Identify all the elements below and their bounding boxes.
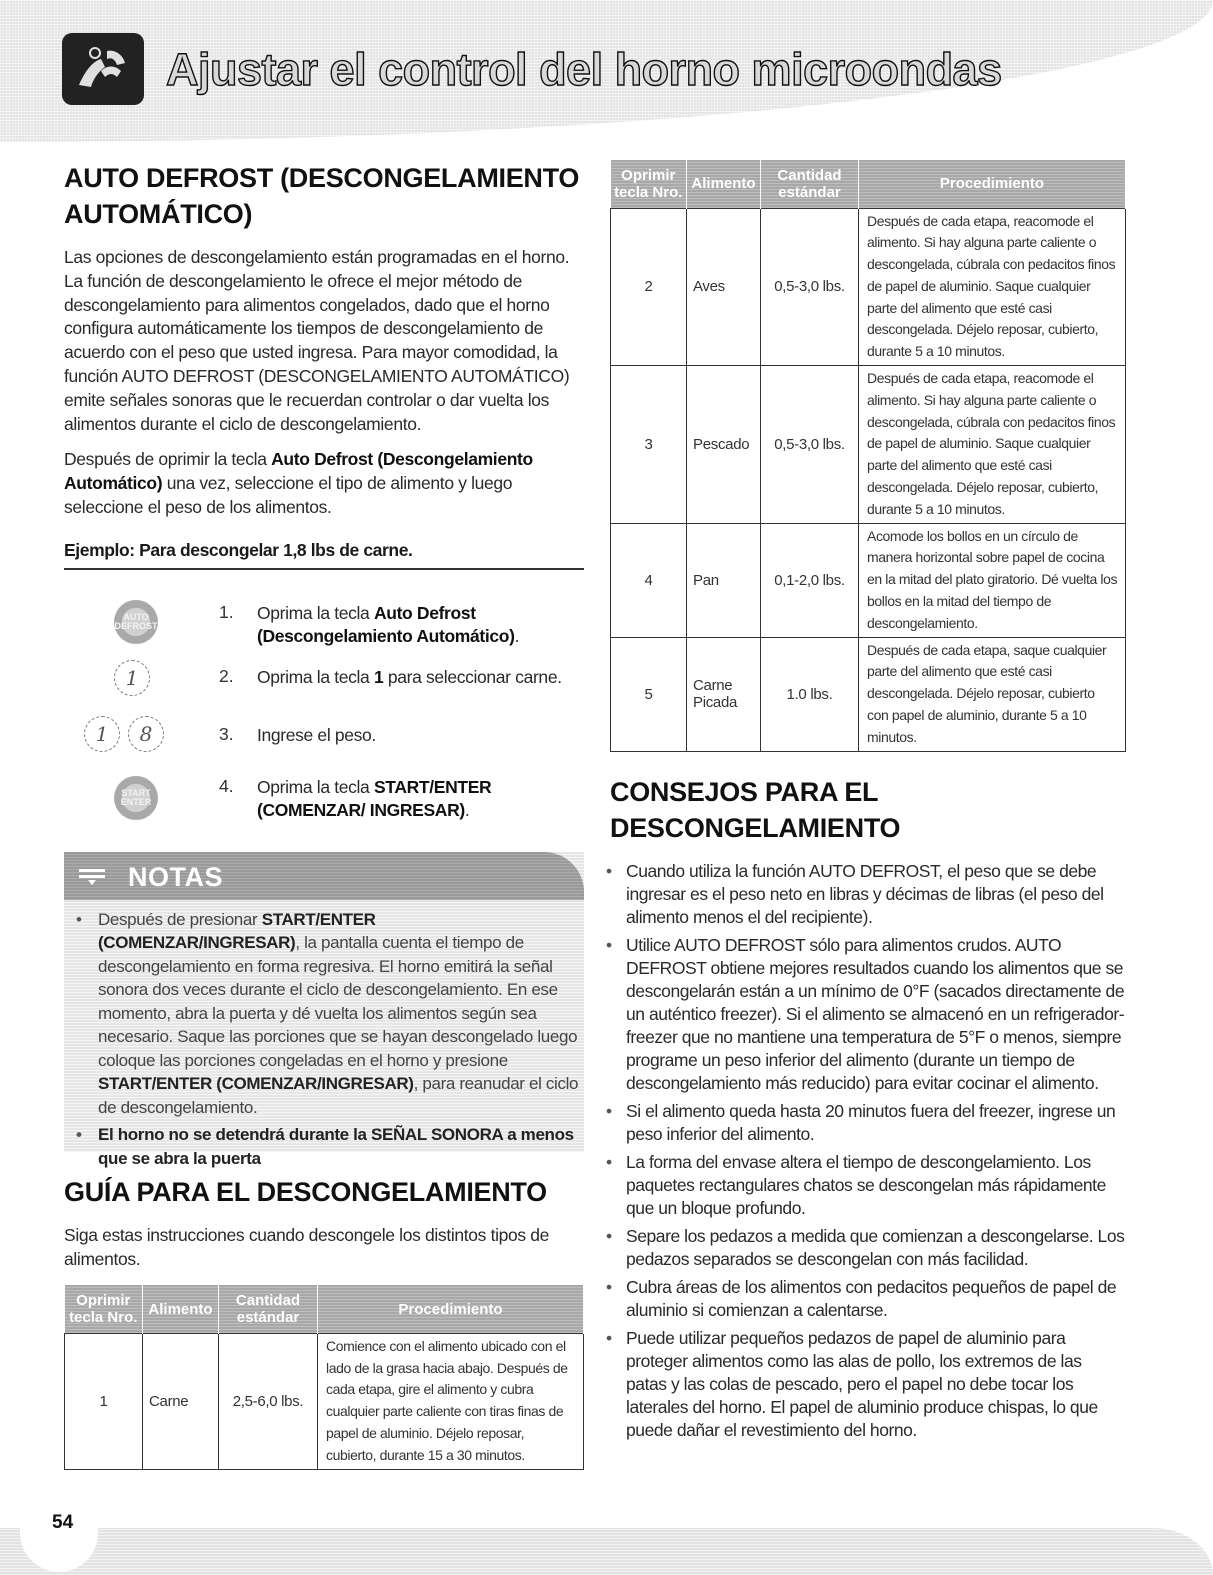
step-text-post: para seleccionar carne. [383,666,562,687]
step-text [257,724,587,747]
step-number: 4. [219,775,234,796]
auto-defrost-key-icon [114,600,168,644]
cell-key: 5 [611,637,687,751]
cell-food: Pescado [687,366,761,524]
heading-line-2: AUTOMÁTICO) [64,199,253,229]
para-bold: Auto Defrost (Descongelamiento Automático) [64,449,533,494]
tip-item: • Utilice AUTO DEFROST sólo para alimentos crudos. AUTO DEFROST obtiene mejores resultados cuando los alimentos que se descongelarán están a un mínimo de 0°F (sacados directamente de un auténtico freezer). Si el alimento se almacenó en un refrigerador-freezer que no mantiene una temperatura de 5°F o menos, siempre programe un peso inferior del alimento (durante un tiempo de descongelamiento más reducido) para evitar cocinar el alimento. [610,934,1126,1095]
note-text: , para reanudar el ciclo de descongelamiento. [98,1074,579,1117]
cell-procedure: Acomode los bollos en un círculo de manera horizontal sobre papel de cocina en la mitad del plato giratorio. Dé vuelta los bollos en la mitad del tiempo de descongelamiento. [859,523,1126,637]
table-row [611,523,1126,637]
header-key [65,1285,143,1333]
cell-key: 3 [611,366,687,524]
note-item: • El horno no se detendrá durante la SEÑAL SONORA a menos que se abra la puerta [74,1123,579,1170]
right-column [610,160,1126,1447]
notepad-icon [78,866,106,886]
header-procedure: Procedimiento [318,1285,584,1333]
tip-item: • La forma del envase altera el tiempo de descongelamiento. Los paquetes rectangulares chatos se descongelan más rápidamente que un bloque profundo. [610,1151,1126,1220]
cell-procedure: Después de cada etapa, reacomode el alimento. Si hay alguna parte caliente o descongelada, cúbrala con pedacitos finos de papel de aluminio. Saque cualquier parte del alimento que esté casi descongelada. Déjelo reposar, cubierto, durante 5 a 10 minutos. [859,366,1126,524]
header-qty-l2: estándar [778,183,841,201]
cell-food: Aves [687,208,761,366]
number-8-key: 8 [128,716,164,752]
cell-key: 1 [65,1333,143,1469]
cell-food: Carne Picada [687,637,761,751]
header-key-l2: tecla Nro. [614,183,683,201]
cell-procedure: Después de cada etapa, saque cualquier parte del alimento que esté casi descongelada. Déjelo reposar, cubierto con papel de aluminio, durante 5 a 10 minutos. [859,637,1126,751]
header-food: Alimento [143,1285,219,1333]
steps-list [64,596,584,830]
header-qty [761,160,859,208]
auto-defrost-instructions [64,448,584,519]
number-keys-icon [84,716,184,752]
tip-item: • Cubra áreas de los alimentos con pedacitos pequeños de papel de aluminio si comienzan a calentarse. [610,1276,1126,1322]
start-enter-key: START ENTER [114,776,158,820]
step-text-pre: Oprima la tecla [257,666,374,687]
heading-line-1: AUTO DEFROST (DESCONGELAMIENTO [64,163,580,193]
cell-qty: 0,1-2,0 lbs. [761,523,859,637]
note-bold: START/ENTER (COMENZAR/INGRESAR) [98,909,376,953]
cell-qty: 0,5-3,0 lbs. [761,366,859,524]
table-row [611,366,1126,524]
cell-procedure: Comience con el alimento ubicado con el lado de la grasa hacia abajo. Después de cada etapa, gire el alimento y cubra cualquier parte caliente con tiras finas de papel de aluminio. Déjelo reposar, cubierto, durante 15 a 30 minutos. [318,1333,584,1469]
cell-qty: 1.0 lbs. [761,637,859,751]
number-1-key-icon [114,660,168,696]
para-text: una vez, seleccione el tipo de alimento y luego seleccione el peso de los alimentos. [64,473,513,517]
notes-box [64,852,584,1168]
auto-defrost-key: AUTO DEFROST [114,600,158,644]
cell-procedure: Después de cada etapa, reacomode el alimento. Si hay alguna parte caliente o descongelada, cúbrala con pedacitos finos de papel de aluminio. Saque cualquier parte del alimento que esté casi descongelada. Déjelo reposar, cubierto, durante 5 a 10 minutos. [859,208,1126,366]
guide-intro: Siga estas instrucciones cuando descongele los distintos tipos de alimentos. [64,1224,550,1269]
step-text-bold: Auto Defrost (Descongelamiento Automático) [257,602,515,646]
number-1-key: 1 [84,716,120,752]
tip-item: • Cuando utiliza la función AUTO DEFROST, el peso que se debe ingresar es el peso neto en libras y décimas de libras (el peso del alimento menos el del recipiente). [610,860,1126,929]
header-qty-l1: Cantidad [235,1292,301,1310]
cell-food: Carne [143,1333,219,1469]
header-qty-l1: Cantidad [777,166,842,184]
note-text: Después de presionar [98,909,262,929]
auto-defrost-heading [64,160,584,232]
notes-header [64,852,584,900]
step-text [257,666,587,689]
table-row [611,208,1126,366]
step-text-post: . [464,799,470,820]
step-text-bold: 1 [373,666,384,687]
hands-adjust-icon [62,33,144,105]
start-enter-key-icon [114,776,168,820]
header-key-l1: Oprimir [621,166,676,184]
step-number: 3. [219,723,234,744]
step-text-bold: START/ENTER (COMENZAR/ INGRESAR) [257,776,492,820]
step-2 [64,660,584,716]
auto-defrost-intro: Las opciones de descongelamiento están programadas en el horno. La función de descongelamiento le ofrece el mejor método de descongelamiento para alimentos congelados, dado que el horno configura automáticamente los tiempos de descongelamiento de acuerdo con el peso que usted ingresa. Para mayor comodidad, la función AUTO DEFROST (DESCONGELAMIENTO AUTOMÁTICO) emite señales sonoras que le recuerdan controlar o dar vuelta los alimentos durante el ciclo de descongelamiento. [64,247,570,434]
guide-heading: GUÍA PARA EL DESCONGELAMIENTO [64,1176,547,1207]
table-row [65,1333,584,1469]
left-column [64,160,584,1470]
step-4 [64,772,584,830]
footer-band [0,1528,1213,1575]
para-text: Después de oprimir la tecla [64,449,272,470]
header-key [611,160,687,208]
tip-item: • Si el alimento queda hasta 20 minutos fuera del freezer, ingrese un peso inferior del alimento. [610,1100,1126,1146]
header-key-l1: Oprimir [76,1292,131,1310]
notes-title: NOTAS [128,861,223,892]
step-text-post: . [514,625,520,646]
step-1 [64,596,584,660]
cell-food: Pan [687,523,761,637]
step-text-pre: Ingrese el peso. [257,724,376,745]
tips-heading: CONSEJOS PARA EL DESCONGELAMIENTO [610,776,901,843]
note-bold: START/ENTER (COMENZAR/INGRESAR) [98,1074,414,1094]
number-1-key: 1 [114,660,150,696]
note-text: , la pantalla cuenta el tiempo de descongelamiento en forma regresiva. El horno emitirá la señal sonora dos veces durante el ciclo de descongelamiento. En ese momento, abra la puerta y dé vuelta los alimentos según sea necesario. Saque las porciones que se hayan descongelado luego coloque las porciones congeladas en el horno y presione [98,933,578,1070]
step-text-pre: Oprima la tecla [257,602,374,623]
header-key-l2: tecla Nro. [69,1309,138,1327]
page-number: 54 [52,1512,74,1533]
step-text [257,602,587,648]
table-header-row [65,1285,584,1333]
step-3 [64,716,584,772]
cell-key: 2 [611,208,687,366]
example-label: Ejemplo: Para descongelar 1,8 lbs de carne. [64,540,584,570]
cell-qty: 0,5-3,0 lbs. [761,208,859,366]
header-qty-l2: estándar [236,1309,300,1327]
tip-item: • Separe los pedazos a medida que comienzan a descongelarse. Los pedazos separados se descongelan con más facilidad. [610,1225,1126,1271]
defrost-table-left [64,1285,584,1469]
header-procedure: Procedimiento [859,160,1126,208]
header-food: Alimento [687,160,761,208]
table-row [611,637,1126,751]
step-number: 1. [219,601,234,622]
page-title: Ajustar el control del horno microondas [166,44,1002,95]
step-text-pre: Oprima la tecla [257,776,374,797]
cell-qty: 2,5-6,0 lbs. [219,1333,318,1469]
step-number: 2. [219,665,234,686]
header-qty [219,1285,318,1333]
note-item [74,908,579,1120]
table-header-row [611,160,1126,208]
tips-list [610,860,1126,1442]
cell-key: 4 [611,523,687,637]
tip-item: • Puede utilizar pequeños pedazos de papel de aluminio para proteger alimentos como las alas de pollo, los extremos de las patas y las colas de pescado, pero el papel no debe tocar los laterales del horno. El papel de aluminio produce chispas, lo que puede dañar el revestimiento del horno. [610,1327,1126,1442]
defrost-table-right [610,160,1126,752]
notes-list [74,908,579,1171]
step-text [257,776,587,822]
